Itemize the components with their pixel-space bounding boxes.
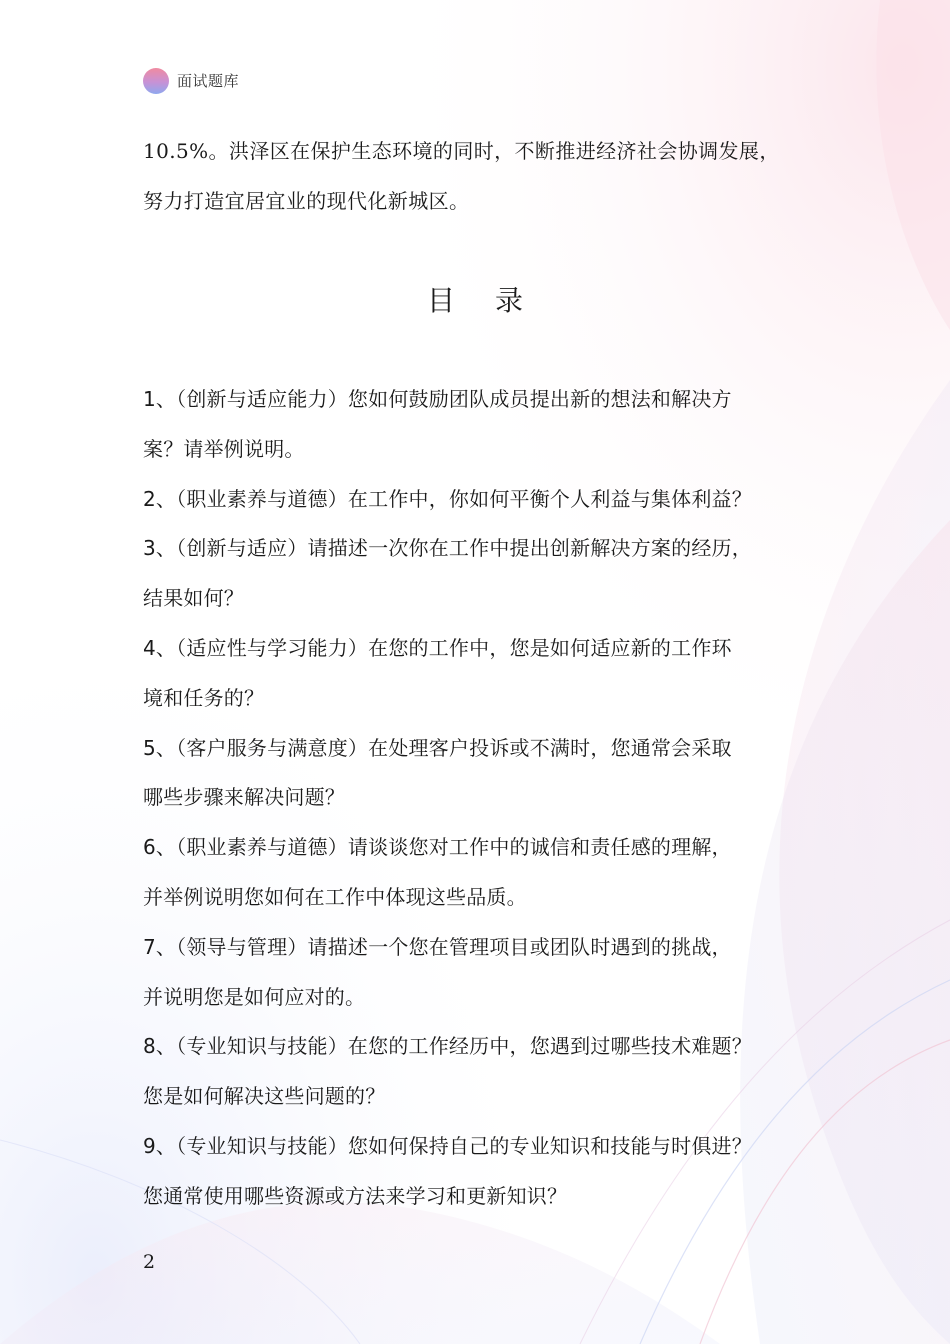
intro-line-2: 努力打造宜居宜业的现代化新城区。 — [143, 189, 470, 213]
intro-paragraph — [143, 126, 833, 226]
toc-item-line: 并举例说明您如何在工作中体现这些品质。 — [143, 884, 527, 909]
toc-item-3 — [143, 524, 833, 624]
toc-item-line: 9、（专业知识与技能）您如何保持自己的专业知识和技能与时俱进？ — [143, 1133, 752, 1158]
header-title: 面试题库 — [177, 72, 240, 90]
toc-item-1 — [143, 375, 833, 475]
page-number: 2 — [143, 1251, 156, 1273]
toc-item-2 — [143, 475, 833, 525]
toc-item-line: 境和任务的？ — [143, 685, 265, 710]
toc-item-line: 并说明您是如何应对的。 — [143, 984, 366, 1009]
toc-item-line: 6、（职业素养与道德）请谈谈您对工作中的诚信和责任感的理解， — [143, 835, 732, 860]
toc-list — [143, 375, 833, 1222]
toc-item-line: 您通常使用哪些资源或方法来学习和更新知识？ — [143, 1183, 568, 1208]
toc-item-line: 2、（职业素养与道德）在工作中，你如何平衡个人利益与集体利益？ — [143, 486, 752, 511]
toc-item-line: 1、（创新与适应能力）您如何鼓励团队成员提出新的想法和解决方 — [143, 387, 732, 411]
toc-item-9 — [143, 1122, 833, 1222]
toc-item-line: 哪些步骤来解决问题？ — [143, 785, 345, 810]
toc-item-5 — [143, 724, 833, 824]
toc-item-line: 7、（领导与管理）请描述一个您在管理项目或团队时遇到的挑战， — [143, 934, 732, 959]
toc-item-6 — [143, 823, 833, 923]
logo-circle-icon — [143, 68, 169, 94]
toc-item-line: 3、（创新与适应）请描述一次你在工作中提出创新解决方案的经历， — [143, 536, 752, 561]
toc-title: 目录 — [426, 284, 563, 317]
toc-item-line: 8、（专业知识与技能）在您的工作经历中，您遇到过哪些技术难题？ — [143, 1034, 752, 1059]
page-header — [143, 67, 239, 95]
toc-item-line: 5、（客户服务与满意度）在处理客户投诉或不满时，您通常会采取 — [143, 735, 732, 760]
intro-line-1: 10.5%。洪泽区在保护生态环境的同时，不断推进经济社会协调发展， — [143, 139, 780, 163]
toc-item-4 — [143, 624, 833, 724]
toc-item-line: 结果如何？ — [143, 586, 244, 611]
toc-item-line: 您是如何解决这些问题的？ — [143, 1084, 386, 1109]
toc-item-line: 4、（适应性与学习能力）在您的工作中，您是如何适应新的工作环 — [143, 635, 732, 660]
toc-item-8 — [143, 1022, 833, 1122]
toc-item-7 — [143, 923, 833, 1023]
toc-item-line: 案？请举例说明。 — [143, 436, 305, 461]
